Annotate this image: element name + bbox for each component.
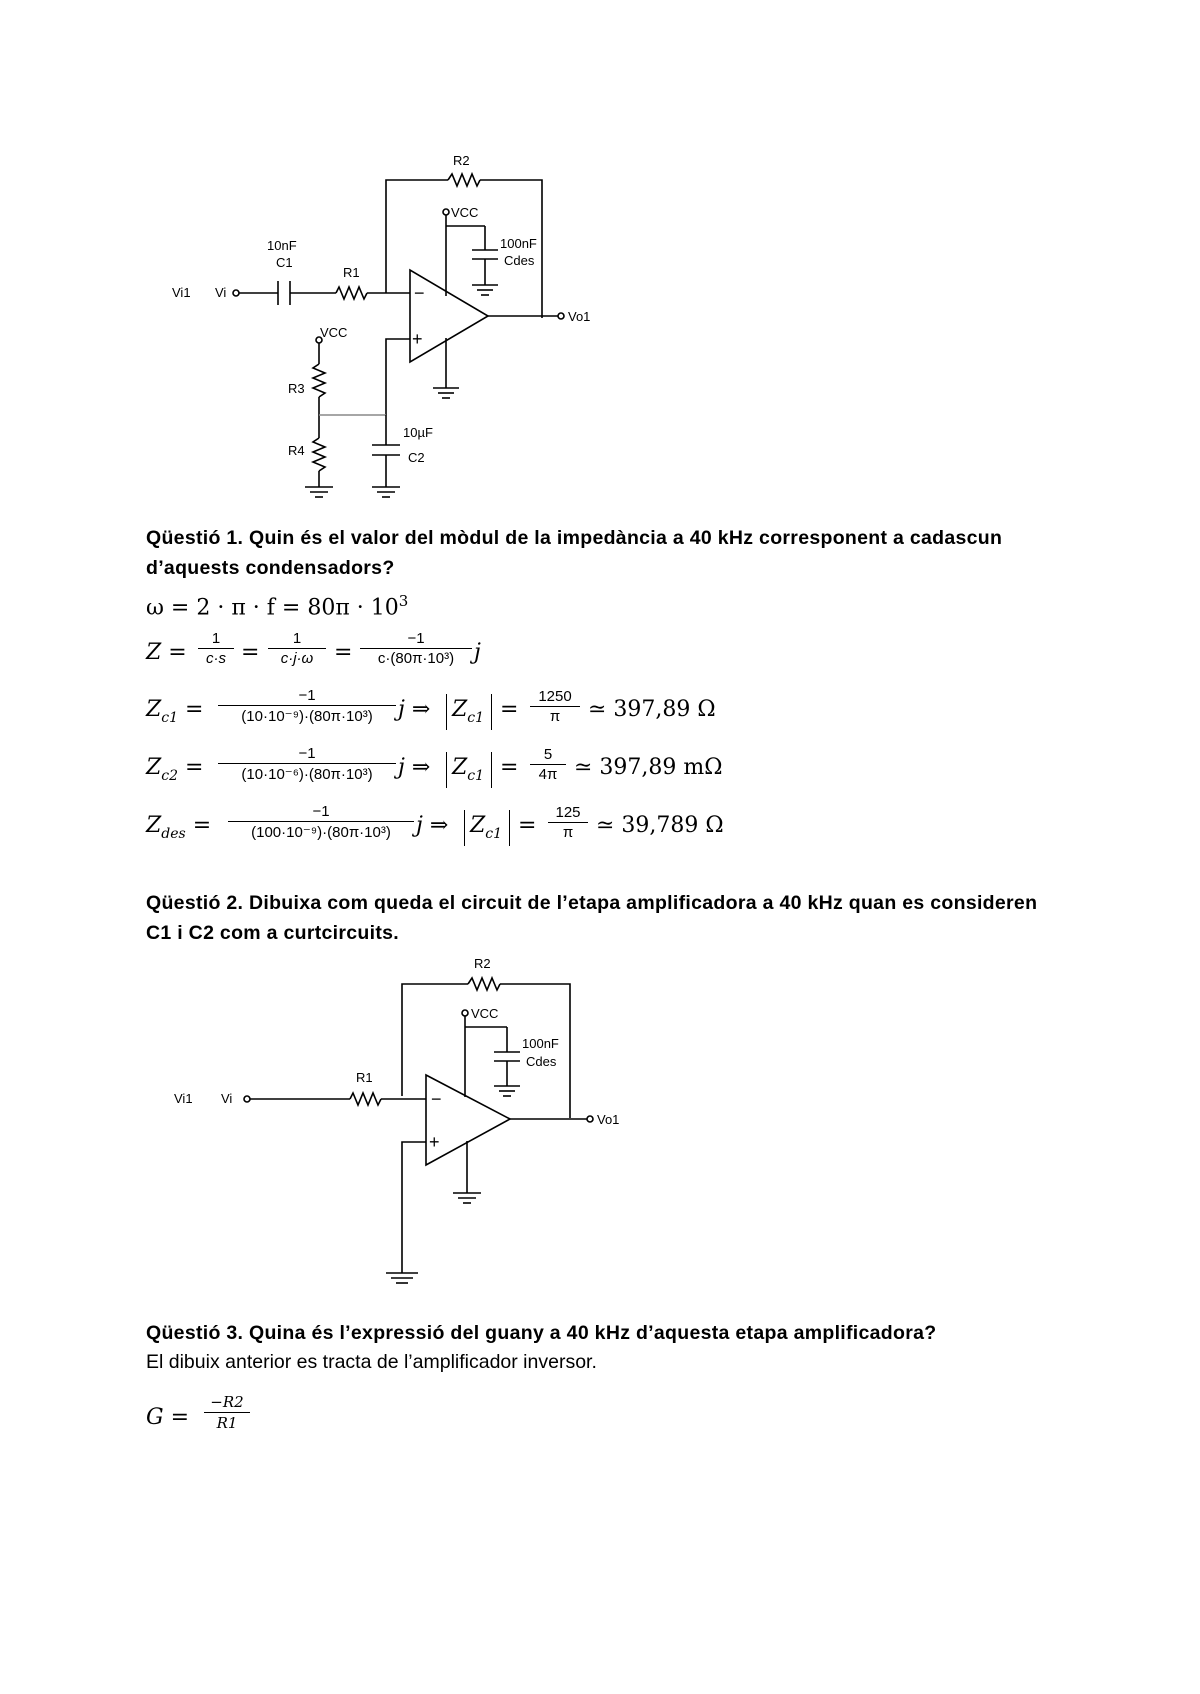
omega-equation: $\omega = 2 \cdot \pi \cdot f = 80\pi \cdot 10^3$: [146, 592, 409, 621]
label-plus: +: [412, 329, 423, 349]
feedback-wire: [386, 180, 448, 293]
r1-resistor: [336, 287, 367, 299]
zc2-implies: j ⇒: [398, 755, 431, 780]
zdes-implies: j ⇒: [416, 813, 449, 838]
label-vo1: Vo1: [597, 1112, 620, 1127]
equals-sign: =: [500, 755, 519, 780]
zdes-abs: $Z_{c1}$: [470, 813, 503, 842]
label-vi1: Vi1: [174, 1091, 193, 1106]
question-1-title: Qüestió 1. Quin és el valor del mòdul de la impedància a 40 kHz corresponent a cadascun d’aquests condensadors?: [146, 527, 1003, 579]
label-vi1: Vi1: [172, 285, 191, 300]
vo1-terminal: [558, 313, 564, 319]
label-minus: −: [431, 1089, 442, 1109]
label-vcc-top: VCC: [451, 205, 479, 220]
zc1-fraction: $\frac{-1}{\text{(10·10⁻⁹)·(80π·10³)}}$: [218, 687, 396, 725]
label-cdes-value: 100nF: [522, 1036, 559, 1051]
circuit-diagram-1: [0, 0, 1200, 520]
zdes-rhs-fraction: $\frac{125}{\pi}$: [548, 804, 588, 841]
zc2-abs: $Z_{c1}$: [452, 755, 485, 784]
zc2-result: ≃ 397,89 mΩ: [574, 755, 723, 780]
label-vi: Vi: [215, 285, 227, 300]
question-3-title: Qüestió 3. Quina és l’expressió del guany a 40 kHz d’aquesta etapa amplificadora?: [146, 1322, 937, 1344]
label-c2-value: 10µF: [403, 425, 433, 440]
zc1-rhs-fraction: $\frac{1250}{\pi}$: [530, 688, 580, 725]
zdes-result: ≃ 39,789 Ω: [596, 813, 724, 838]
label-minus: −: [414, 283, 425, 303]
label-c1-value: 10nF: [267, 238, 297, 253]
label-r2: R2: [474, 956, 491, 971]
r2-resistor: [468, 978, 500, 990]
gain-fraction: $\frac{-R2}{R1}$: [204, 1393, 250, 1432]
fraction-3: $\frac{-1}{\text{c·(80π·10³)}}$: [360, 630, 472, 667]
label-vcc: VCC: [471, 1006, 499, 1021]
label-cdes: Cdes: [504, 253, 535, 268]
label-vo1: Vo1: [568, 309, 591, 324]
label-r4: R4: [288, 443, 305, 458]
r4-resistor: [313, 438, 325, 471]
label-cdes: Cdes: [526, 1054, 557, 1069]
r3-resistor: [313, 364, 325, 397]
zc2-rhs-fraction: $\frac{5}{4\pi}$: [530, 746, 566, 783]
label-c2: C2: [408, 450, 425, 465]
zc2-label: $Z_{c2}$ =: [146, 755, 204, 784]
label-r1: R1: [356, 1070, 373, 1085]
zdes-label: $Z_{des}$ =: [146, 813, 212, 842]
label-cdes-value: 100nF: [500, 236, 537, 251]
z-label: Z =: [146, 640, 187, 665]
zc1-abs: $Z_{c1}$: [452, 697, 485, 726]
label-vi: Vi: [221, 1091, 233, 1106]
equals-sign: =: [334, 640, 353, 665]
imag-unit: j: [474, 640, 481, 665]
vi-terminal: [233, 290, 239, 296]
label-r3: R3: [288, 381, 305, 396]
question-3-answer-text: El dibuix anterior es tracta de l’amplificador inversor.: [146, 1351, 597, 1373]
question-2-title: Qüestió 2. Dibuixa com queda el circuit de l’etapa amplificadora a 40 kHz quan es consideren C1 i C2 com a curtcircuits.: [146, 892, 1038, 944]
equals-sign: =: [518, 813, 537, 838]
zc1-implies: j ⇒: [398, 697, 431, 722]
vi-terminal: [244, 1096, 250, 1102]
r2-resistor: [448, 174, 480, 186]
label-c1: C1: [276, 255, 293, 270]
zc1-label: $Z_{c1}$ =: [146, 697, 204, 726]
r1-resistor: [350, 1093, 381, 1105]
zdes-fraction: $\frac{-1}{\text{(100·10⁻⁹)·(80π·10³)}}$: [228, 803, 414, 841]
label-plus: +: [429, 1132, 440, 1152]
gain-label: G =: [146, 1405, 190, 1430]
label-r1: R1: [343, 265, 360, 280]
circuit-diagram-2: [0, 940, 1200, 1310]
vo1-terminal: [587, 1116, 593, 1122]
label-vcc-left: VCC: [320, 325, 348, 340]
label-r2: R2: [453, 153, 470, 168]
fraction-1: $\frac{1}{c\cdot s}$: [198, 630, 234, 667]
equals-sign: =: [500, 697, 519, 722]
zc2-fraction: $\frac{-1}{\text{(10·10⁻⁶)·(80π·10³)}}$: [218, 745, 396, 783]
fraction-2: $\frac{1}{c\cdot j\cdot\omega}$: [268, 630, 326, 667]
zc1-result: ≃ 397,89 Ω: [588, 697, 716, 722]
equals-sign: =: [241, 640, 260, 665]
